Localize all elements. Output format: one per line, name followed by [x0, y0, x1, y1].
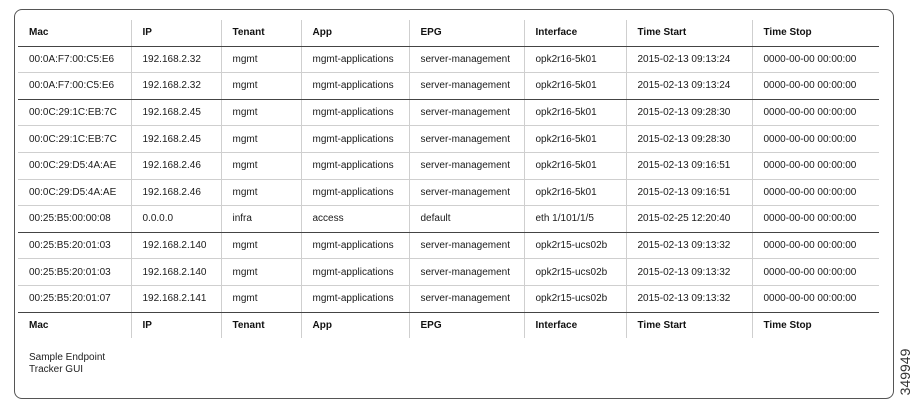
cell-interface: opk2r16-5k01: [524, 152, 626, 179]
column-footer-interface: Interface: [524, 312, 626, 338]
column-footer-tenant: Tenant: [221, 312, 301, 338]
cell-time-stop: 0000-00-00 00:00:00: [752, 285, 879, 312]
cell-ip: 192.168.2.46: [131, 179, 221, 206]
cell-tenant: mgmt: [221, 126, 301, 153]
cell-app: mgmt-applications: [301, 179, 409, 206]
cell-epg: server-management: [409, 126, 524, 153]
cell-app: mgmt-applications: [301, 285, 409, 312]
cell-ip: 192.168.2.140: [131, 232, 221, 259]
cell-app: mgmt-applications: [301, 232, 409, 259]
cell-tenant: mgmt: [221, 232, 301, 259]
table-row[interactable]: [18, 152, 879, 179]
cell-time-stop: 0000-00-00 00:00:00: [752, 152, 879, 179]
cell-mac: 00:0C:29:D5:4A:AE: [18, 152, 131, 179]
cell-time-start: 2015-02-13 09:13:32: [626, 232, 752, 259]
cell-mac: 00:0C:29:D5:4A:AE: [18, 179, 131, 206]
cell-interface: opk2r16-5k01: [524, 46, 626, 73]
cell-tenant: mgmt: [221, 259, 301, 286]
endpoint-table: [18, 20, 879, 338]
cell-epg: server-management: [409, 259, 524, 286]
cell-time-stop: 0000-00-00 00:00:00: [752, 206, 879, 233]
cell-interface: opk2r16-5k01: [524, 99, 626, 126]
table-row[interactable]: [18, 179, 879, 206]
cell-tenant: mgmt: [221, 46, 301, 73]
cell-ip: 192.168.2.46: [131, 152, 221, 179]
caption-line: Tracker GUI: [29, 364, 84, 375]
caption-line: Sample Endpoint: [29, 352, 106, 363]
cell-time-stop: 0000-00-00 00:00:00: [752, 259, 879, 286]
cell-interface: opk2r15-ucs02b: [524, 232, 626, 259]
table-row[interactable]: [18, 259, 879, 286]
cell-time-start: 2015-02-13 09:13:32: [626, 285, 752, 312]
cell-time-start: 2015-02-13 09:28:30: [626, 99, 752, 126]
cell-epg: default: [409, 206, 524, 233]
column-header-epg[interactable]: EPG: [409, 20, 524, 46]
cell-ip: 192.168.2.45: [131, 99, 221, 126]
cell-time-stop: 0000-00-00 00:00:00: [752, 232, 879, 259]
table-row[interactable]: [18, 126, 879, 153]
cell-app: mgmt-applications: [301, 46, 409, 73]
cell-time-stop: 0000-00-00 00:00:00: [752, 179, 879, 206]
cell-interface: opk2r15-ucs02b: [524, 259, 626, 286]
cell-ip: 192.168.2.32: [131, 73, 221, 100]
cell-app: mgmt-applications: [301, 73, 409, 100]
column-footer-mac: Mac: [29, 319, 49, 331]
cell-mac: 00:0A:F7:00:C5:E6: [18, 73, 131, 100]
cell-ip: 0.0.0.0: [131, 206, 221, 233]
cell-interface: opk2r16-5k01: [524, 73, 626, 100]
cell-mac: 00:0C:29:1C:EB:7C: [18, 99, 131, 126]
cell-mac: 00:25:B5:20:01:07: [18, 285, 131, 312]
column-footer-app: App: [301, 312, 409, 338]
cell-epg: server-management: [409, 99, 524, 126]
cell-app: mgmt-applications: [301, 99, 409, 126]
cell-epg: server-management: [409, 285, 524, 312]
table-row[interactable]: [18, 73, 879, 100]
cell-interface: opk2r16-5k01: [524, 126, 626, 153]
cell-mac: 00:25:B5:00:00:08: [18, 206, 131, 233]
column-footer-time-stop: Time Stop: [752, 312, 879, 338]
cell-mac: 00:0A:F7:00:C5:E6: [18, 46, 131, 73]
cell-time-stop: 0000-00-00 00:00:00: [752, 126, 879, 153]
cell-ip: 192.168.2.45: [131, 126, 221, 153]
cell-ip: 192.168.2.140: [131, 259, 221, 286]
cell-epg: server-management: [409, 46, 524, 73]
column-header-app[interactable]: App: [301, 20, 409, 46]
cell-tenant: mgmt: [221, 73, 301, 100]
column-header-time-stop[interactable]: Time Stop: [752, 20, 879, 46]
cell-epg: server-management: [409, 152, 524, 179]
table-footer-row: [18, 312, 879, 338]
cell-time-start: 2015-02-13 09:16:51: [626, 179, 752, 206]
cell-interface: opk2r16-5k01: [524, 179, 626, 206]
table-row[interactable]: [18, 99, 879, 126]
cell-interface: eth 1/101/1/5: [524, 206, 626, 233]
cell-time-start: 2015-02-13 09:28:30: [626, 126, 752, 153]
cell-tenant: infra: [221, 206, 301, 233]
figure-caption: [29, 352, 105, 376]
column-header-mac[interactable]: Mac: [18, 20, 131, 46]
cell-ip: 192.168.2.141: [131, 285, 221, 312]
cell-interface: opk2r15-ucs02b: [524, 285, 626, 312]
cell-time-stop: 0000-00-00 00:00:00: [752, 46, 879, 73]
table-row[interactable]: [18, 206, 879, 233]
table-row[interactable]: [18, 232, 879, 259]
cell-time-start: 2015-02-25 12:20:40: [626, 206, 752, 233]
column-header-interface[interactable]: Interface: [524, 20, 626, 46]
cell-mac: 00:25:B5:20:01:03: [18, 232, 131, 259]
figure-id: 349949: [897, 348, 913, 396]
cell-time-stop: 0000-00-00 00:00:00: [752, 73, 879, 100]
cell-app: mgmt-applications: [301, 152, 409, 179]
table-row[interactable]: [18, 285, 879, 312]
cell-time-start: 2015-02-13 09:13:24: [626, 46, 752, 73]
table-header-row: [18, 20, 879, 46]
cell-time-start: 2015-02-13 09:13:24: [626, 73, 752, 100]
column-header-ip[interactable]: IP: [131, 20, 221, 46]
column-footer-epg: EPG: [409, 312, 524, 338]
cell-time-start: 2015-02-13 09:13:32: [626, 259, 752, 286]
cell-time-start: 2015-02-13 09:16:51: [626, 152, 752, 179]
cell-app: access: [301, 206, 409, 233]
cell-epg: server-management: [409, 179, 524, 206]
column-footer-ip: IP: [131, 312, 221, 338]
column-header-time-start[interactable]: Time Start: [626, 20, 752, 46]
cell-tenant: mgmt: [221, 285, 301, 312]
cell-app: mgmt-applications: [301, 259, 409, 286]
cell-tenant: mgmt: [221, 152, 301, 179]
cell-tenant: mgmt: [221, 179, 301, 206]
cell-mac: 00:0C:29:1C:EB:7C: [18, 126, 131, 153]
cell-tenant: mgmt: [221, 99, 301, 126]
cell-epg: server-management: [409, 232, 524, 259]
table-row[interactable]: [18, 46, 879, 73]
cell-ip: 192.168.2.32: [131, 46, 221, 73]
cell-epg: server-management: [409, 73, 524, 100]
column-footer-time-start: Time Start: [626, 312, 752, 338]
column-header-tenant[interactable]: Tenant: [221, 20, 301, 46]
cell-mac: 00:25:B5:20:01:03: [18, 259, 131, 286]
cell-time-stop: 0000-00-00 00:00:00: [752, 99, 879, 126]
cell-app: mgmt-applications: [301, 126, 409, 153]
